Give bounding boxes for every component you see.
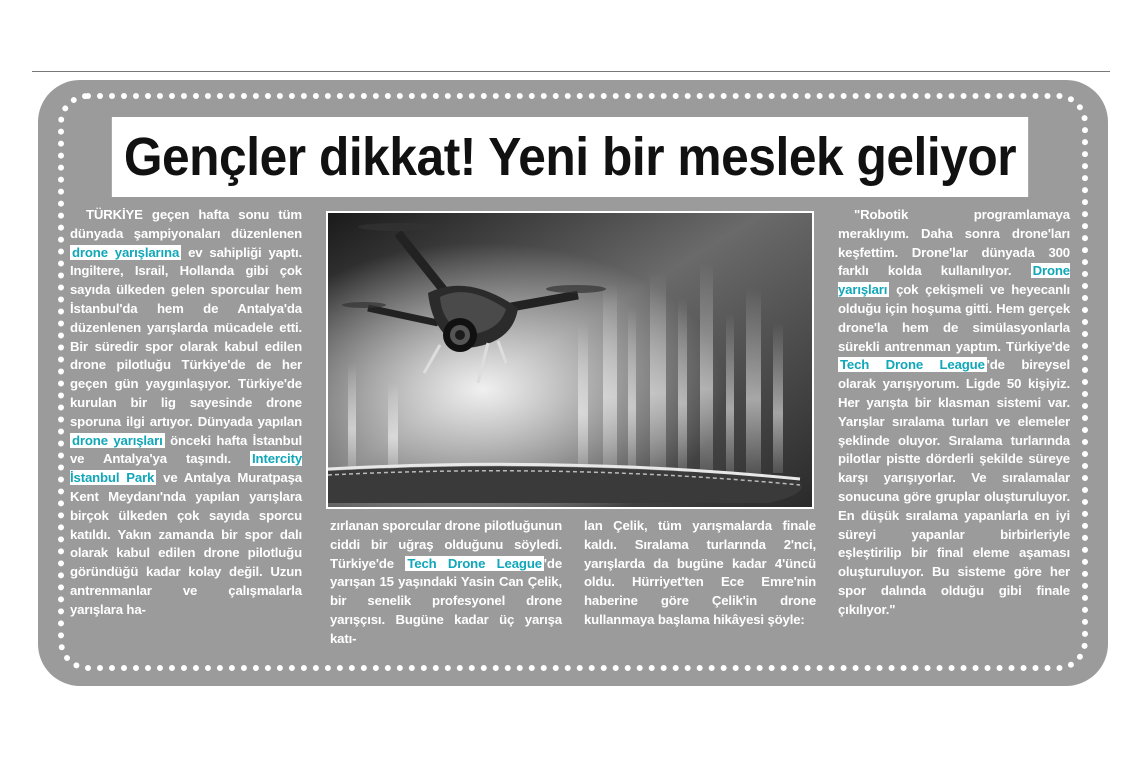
highlight-drone-yarislari-2: Drone yarışları — [838, 263, 1070, 298]
text-run: ve Antalya Muratpaşa Kent Meydanı'nda yapılan yarışlara birçok ülkeden çok sayıda sporcu katıldı. Yakın zamanda bir spor dalı olarak kabul edilen drone pilotluğu göründüğü kadar kolay değil. Uzun antrenmanlar ve çalışmalarla yarışlara ha- — [70, 470, 302, 617]
article-column-4 — [838, 206, 1070, 620]
article-column-3 — [584, 517, 816, 630]
text-run: ev sahipliği yaptı. Ingiltere, Israil, Hollanda gibi çok sayıda ülkeden gelen sporcular hem İstanbul'da hem de Antalya'da düzenlenen yarışlarda mücadele etti. Bir süredir spor olarak kabul edilen drone pilotluğu Türkiye'de de her geçen gün yaygınlaşıyor. Türkiye'de kurulan bir lig sayesinde drone sporuna ilgi artıyor. Dünyada yapılan — [70, 244, 302, 429]
highlight-tech-drone-league-2: Tech Drone League — [840, 357, 985, 373]
text-run: TÜRKİYE geçen hafta sonu tüm dünyada şampiyonaları düzenlenen — [70, 207, 302, 241]
text-run: 'de yarışan 15 yaşındaki Yasin Can Çelik, bir senelik profesyonel drone yarışçısı. Bugüne kadar üç yarışa katı- — [330, 555, 562, 646]
drone-photo — [326, 211, 814, 509]
headline: Gençler dikkat! Yeni bir meslek geliyor — [112, 117, 1028, 197]
text-run: "Robotik programlamaya meraklıyım. Daha sonra drone'ları keşfettim. Drone'lar dünyada 300 farklı kolda kullanılıyor. — [838, 207, 1070, 279]
article-column-2 — [330, 517, 562, 649]
highlight-tech-drone-league: Tech Drone League — [407, 555, 542, 571]
highlight-drone-yarislarina: drone yarışlarına — [72, 244, 180, 260]
article-column-1 — [70, 206, 302, 620]
top-rule — [32, 71, 1110, 72]
text-run: zırlanan sporcular drone pilotluğunun ciddi bir uğraş olduğunu söyledi. Türkiye'de — [330, 518, 562, 571]
text-run: çok çekişmeli ve heyecanlı olduğu için hoşuma gitti. Hem gerçek drone'la hem de simülasyonlarla sürekli antrenman yaptım. Türkiye'de — [838, 282, 1070, 354]
highlight-drone-yarislari: drone yarışları — [72, 432, 163, 448]
text-run: lan Çelik, tüm yarışmalarda finale kaldı. Sıralama turlarında 2'nci, yarışlarda da bugüne kadar 4'üncü oldu. Hürriyet'ten Ece Emre'nin haberine göre Çelik'in drone kullanmaya başlama hikâyesi şöyle: — [584, 518, 816, 627]
text-run: önceki hafta İstanbul ve Antalya'ya taşındı. — [70, 432, 303, 467]
highlight-intercity-istanbul-park: Intercity İstanbul Park — [70, 451, 302, 486]
drone-image — [328, 213, 812, 507]
text-run: 'de bireysel olarak yarışıyorum. Ligde 50 kişiyiz. Her yarışta bir klasman sistemi var. Yarışlar sıralama turları ve elemeler şeklinde oluyor. Sıralama turlarında pilotlar pistte dörderli şekilde süreye karşı yarışıyorlar. Ve sıralamalar sonucuna göre gruplar oluşturuluyor. En düşük sıralama yapanlarla en iyi süreyi yapanlar birbirleriyle eşleştirilip bir final eleme aşaması oluşturuluyor. Bu sisteme göre her spor dalında olduğu gibi finale çıkılıyor." — [838, 357, 1070, 617]
